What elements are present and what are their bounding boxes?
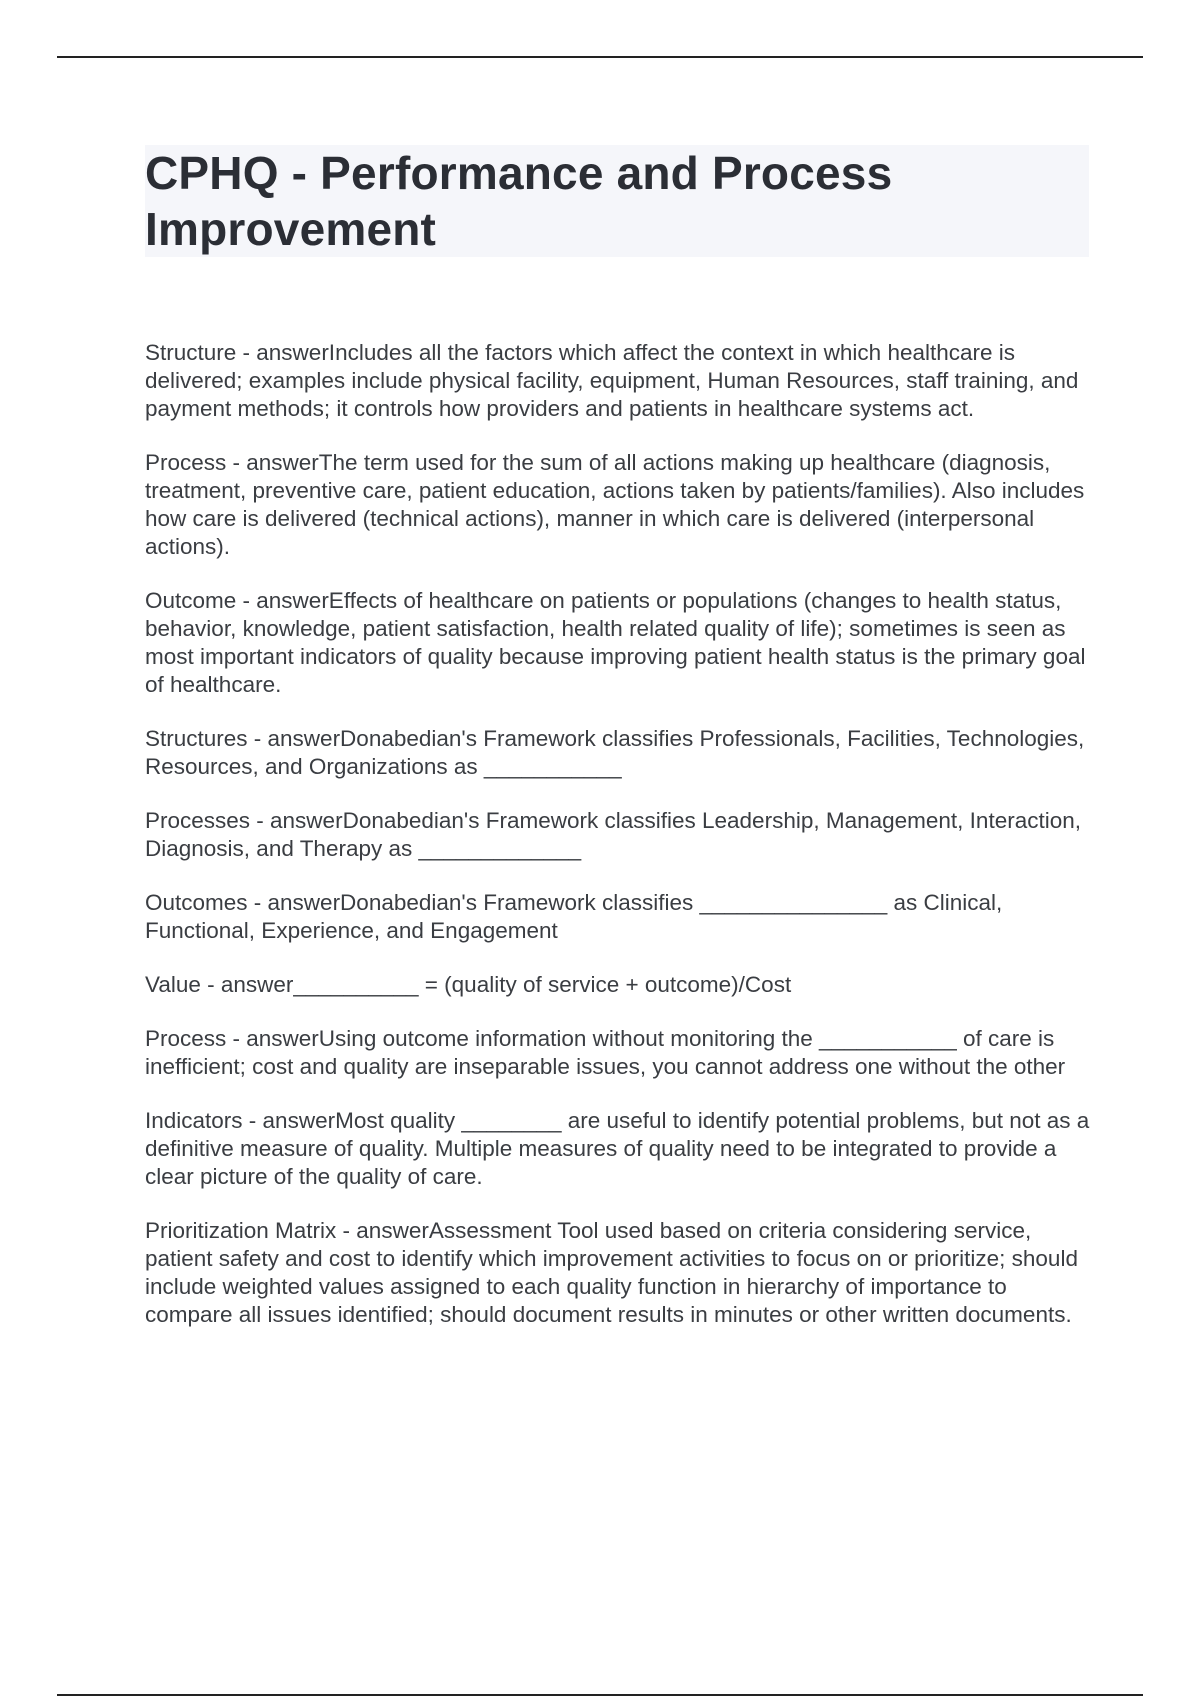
- qa-item-prioritization-matrix: Prioritization Matrix - answerAssessment Tool used based on criteria considering service, patient safety and cost to identify which improvement activities to focus on or prioritize; should include weighted values assigned to each quality function in hierarchy of importance to compare all issues identified; should document results in minutes or other written documents.: [145, 1218, 1078, 1327]
- page-title: CPHQ - Performance and Process Improvement: [145, 147, 893, 255]
- qa-item-indicators: Indicators - answerMost quality ________ are useful to identify potential problems, but not as a definitive measure of quality. Multiple measures of quality need to be integrated to provide a clear picture of the quality of care.: [145, 1108, 1090, 1189]
- qa-item-value: Value - answer__________ = (quality of service + outcome)/Cost: [145, 972, 792, 997]
- qa-item-process-monitoring: Process - answerUsing outcome information without monitoring the ___________ of care is inefficient; cost and quality are inseparable issues, you cannot address one without the other: [145, 1026, 1066, 1079]
- qa-item-outcomes: Outcomes - answerDonabedian's Framework classifies _______________ as Clinical, Functional, Experience, and Engagement: [145, 890, 1003, 943]
- page-top-rule: [57, 56, 1143, 58]
- qa-item-processes: Processes - answerDonabedian's Framework classifies Leadership, Management, Interaction, Diagnosis, and Therapy as _____________: [145, 808, 1081, 861]
- qa-item-process: Process - answerThe term used for the sum of all actions making up healthcare (diagnosis, treatment, preventive care, patient education, actions taken by patients/families). Also includes how care is delivered (technical actions), manner in which care is delivered (interpersonal actions).: [145, 450, 1085, 559]
- qa-list: [145, 339, 1095, 1355]
- page-bottom-rule: [57, 1694, 1143, 1696]
- title-block: [145, 145, 1089, 257]
- qa-item-outcome: Outcome - answerEffects of healthcare on patients or populations (changes to health status, behavior, knowledge, patient satisfaction, health related quality of life); sometimes is seen as most important indicators of quality because improving patient health status is the primary goal of healthcare.: [145, 588, 1086, 697]
- qa-item-structures: Structures - answerDonabedian's Framework classifies Professionals, Facilities, Technologies, Resources, and Organizations as ___________: [145, 726, 1085, 779]
- qa-item-structure: Structure - answerIncludes all the factors which affect the context in which healthcare is delivered; examples include physical facility, equipment, Human Resources, staff training, and payment methods; it controls how providers and patients in healthcare systems act.: [145, 340, 1079, 421]
